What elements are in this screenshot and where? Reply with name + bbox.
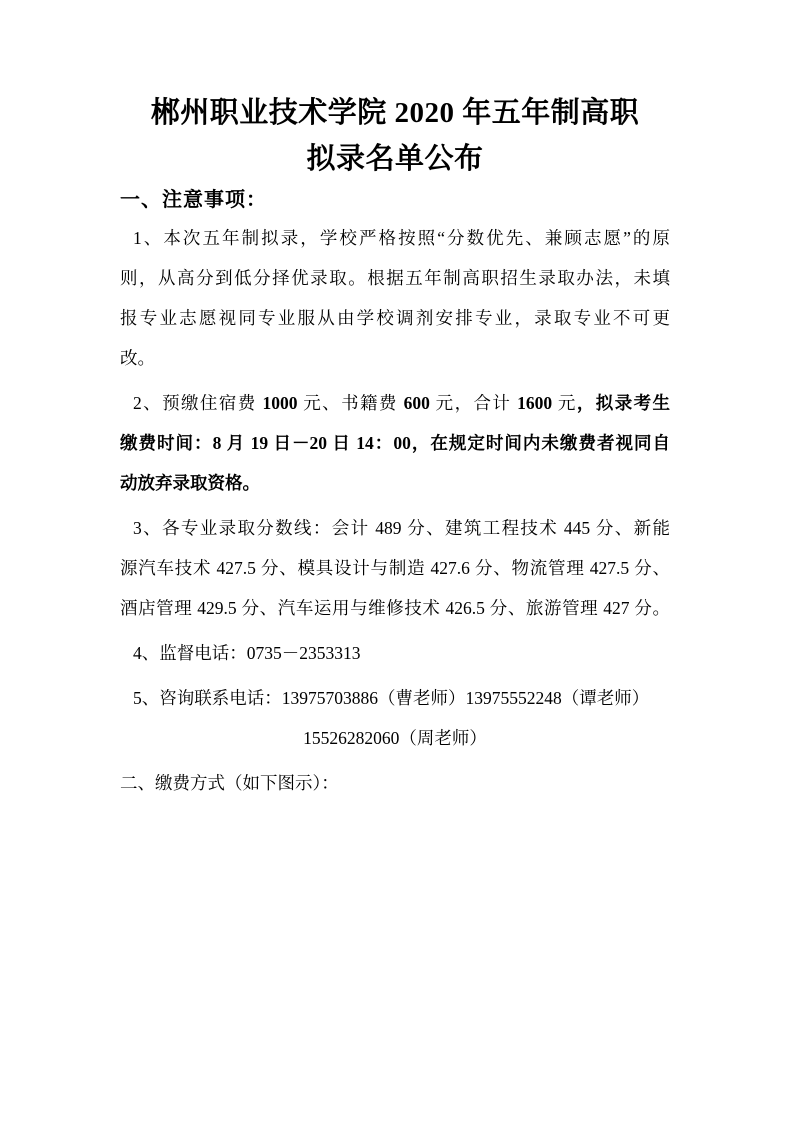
item-3-line-2: 源汽车技术 427.5 分、模具设计与制造 427.6 分、物流管理 427.5 分、: [120, 558, 670, 578]
item-2-paragraph: [120, 383, 670, 503]
item-2-line-2: 缴费时间：8 月 19 日－20 日 14：00，在规定时间内未缴费者视同自: [120, 433, 670, 453]
book-fee-amount: 600: [403, 393, 430, 413]
item-2-line-3: 动放弃录取资格。: [120, 473, 260, 493]
item-1-line-1: 1、本次五年制拟录，学校严格按照“分数优先、兼顾志愿”的原: [133, 228, 670, 248]
item-4-paragraph: [120, 633, 670, 673]
item-1-line-2: 则，从高分到低分择优录取。根据五年制高职招生录取办法，未填: [120, 268, 670, 288]
section-2-heading: 二、缴费方式（如下图示）：: [120, 773, 339, 793]
item-1-paragraph: [120, 218, 670, 378]
item-3-paragraph: [120, 508, 670, 628]
item-2-text: 元、书籍费: [297, 393, 404, 413]
document-content: [120, 0, 670, 803]
supervision-phone-line: 4、监督电话：0735－2353313: [133, 643, 361, 663]
document-title: [120, 90, 670, 182]
item-3-line-3: 酒店管理 429.5 分、汽车运用与维修技术 426.5 分、旅游管理 427 分。: [120, 598, 670, 618]
item-2-bold-lead-in: ，拟录考生: [576, 393, 670, 413]
title-line-2: 拟录名单公布: [306, 143, 484, 175]
contact-phone-line-2: 15526282060（周老师）: [303, 728, 487, 748]
item-1-line-4: 改。: [120, 348, 155, 368]
item-3-line-1: 3、各专业录取分数线：会计 489 分、建筑工程技术 445 分、新能: [133, 518, 670, 538]
item-1-line-3: 报专业志愿视同专业服从由学校调剂安排专业，录取专业不可更: [120, 308, 670, 328]
total-fee-amount: 1600: [517, 393, 553, 413]
dorm-fee-amount: 1000: [262, 393, 298, 413]
item-2-text: 元: [552, 393, 577, 413]
item-5-paragraph: [120, 678, 670, 758]
item-2-line-1: [120, 383, 670, 423]
section-1-heading: 一、注意事项：: [120, 189, 267, 211]
title-line-1: 郴州职业技术学院 2020 年五年制高职: [150, 97, 640, 129]
item-2-text: 2、预缴住宿费: [133, 393, 263, 413]
item-2-text: 元，合计: [429, 393, 518, 413]
contact-phone-line-1: 5、咨询联系电话：13975703886（曹老师）13975552248（谭老师）: [133, 688, 650, 708]
